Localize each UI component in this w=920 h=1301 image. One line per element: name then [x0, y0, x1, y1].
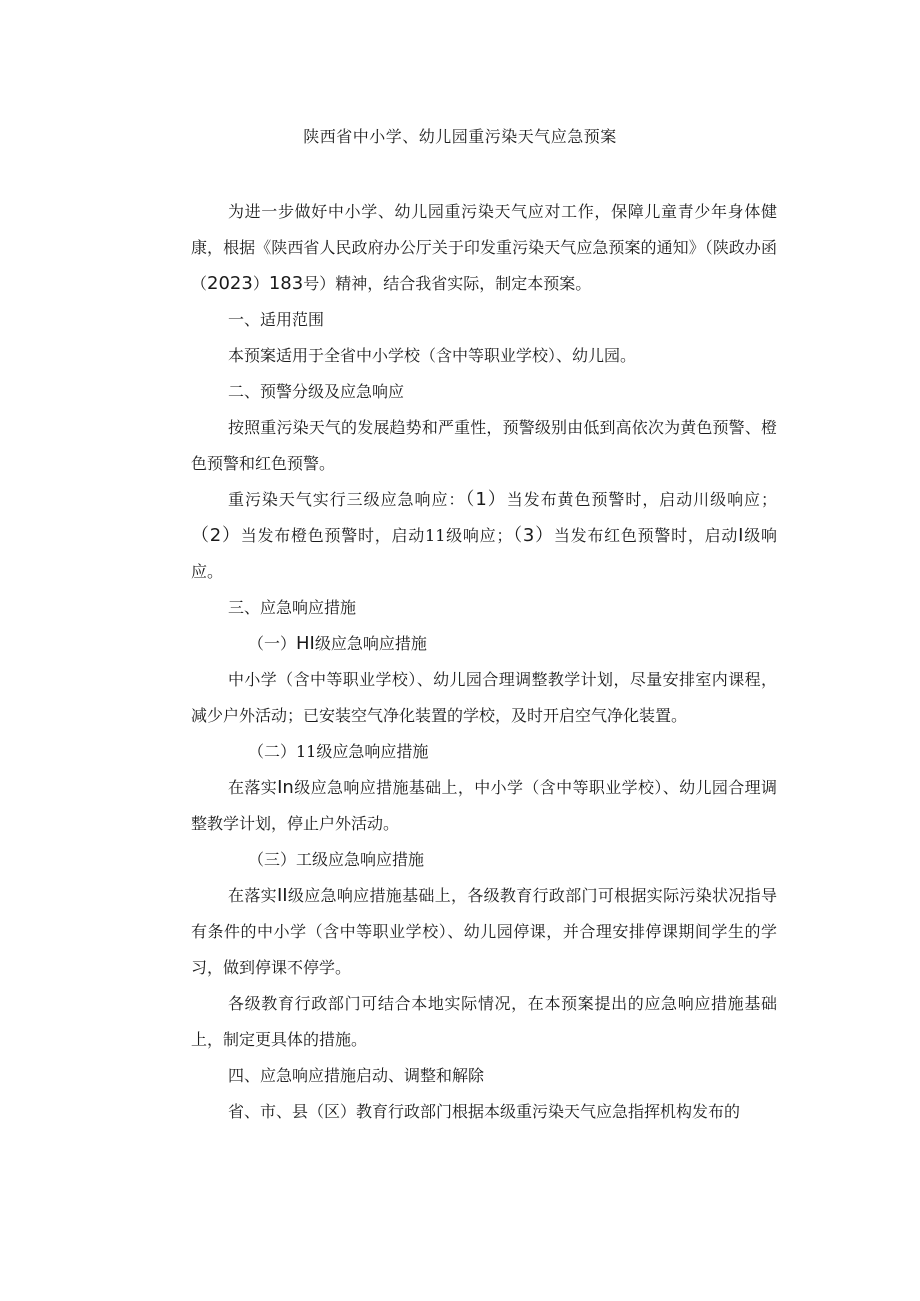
- text-run: 当发布黄色预警时，启动川级响应；: [506, 490, 777, 509]
- text-run: 级应急响应措施: [314, 634, 427, 653]
- body-paragraph: [191, 194, 777, 302]
- body-paragraph: [191, 770, 777, 842]
- text-run: 四、应急响应措施启动、调整和解除: [228, 1066, 485, 1085]
- number-text: （3）: [512, 525, 554, 546]
- subsection-heading: [191, 734, 777, 770]
- text-run: 省、市、县（区）教育行政部门根据本级重污染天气应急指挥机构发布的: [228, 1102, 741, 1121]
- text-run: （一）: [248, 634, 297, 653]
- body-paragraph: [191, 410, 777, 482]
- text-run: 在落实: [228, 778, 278, 797]
- text-run: 当发布红色预警时，启动: [553, 526, 739, 545]
- text-run: 当发布橙色预警时，启动11级响应；: [240, 526, 513, 545]
- text-run: 号）精神，结合我省实际，制定本预案。: [303, 274, 592, 293]
- number-text: 2023: [207, 273, 253, 294]
- document-title: 陕西省中小学、幼儿园重污染天气应急预案: [303, 127, 617, 146]
- body-paragraph: [191, 986, 777, 1058]
- document-body: [191, 194, 777, 1130]
- text-run: 二、预警分级及应急响应: [228, 382, 405, 401]
- text-run: （三）工级应急响应措施: [248, 850, 425, 869]
- section-heading: [191, 374, 777, 410]
- body-paragraph: [191, 482, 777, 590]
- number-text: In: [277, 777, 294, 798]
- section-heading: [191, 590, 777, 626]
- text-run: 三、应急响应措施: [228, 598, 357, 617]
- text-run: 在落实: [228, 886, 277, 905]
- text-run: 中小学（含中等职业学校）、幼儿园合理调整教学计划，尽量安排室内课程，减少户外活动；已安装空气净化装置的学校，及时开启空气净化装置。: [191, 670, 777, 725]
- body-paragraph: [191, 662, 777, 734]
- number-text: （1）: [465, 489, 507, 510]
- body-paragraph: [191, 338, 777, 374]
- text-run: 级应急响应措施基础上，中小学（含中等职业学校）、幼儿园合理调整教学计划，停止户外活动。: [191, 778, 777, 833]
- text-run: 重污染天气实行三级应急响应：: [228, 490, 466, 509]
- number-text: I: [738, 525, 744, 546]
- number-text: II: [276, 885, 288, 906]
- body-paragraph: [191, 878, 777, 986]
- text-run: 各级教育行政部门可结合本地实际情况，在本预案提出的应急响应措施基础上，制定更具体的措施。: [191, 994, 777, 1049]
- body-paragraph: [191, 1094, 777, 1130]
- number-text: 183: [268, 273, 304, 294]
- section-heading: [191, 302, 777, 338]
- number-text: （2）: [191, 525, 241, 546]
- text-run: 级响应。: [191, 526, 777, 581]
- number-text: HI: [296, 633, 315, 654]
- subsection-heading: [191, 842, 777, 878]
- text-run: 级应急响应措施基础上，各级教育行政部门可根据实际污染状况指导有条件的中小学（含中等职业学校）、幼儿园停课，并合理安排停课期间学生的学习，做到停课不停学。: [191, 886, 777, 977]
- text-run: 一、适用范围: [228, 310, 325, 329]
- text-run: 为进一步做好中小学、幼儿园重污染天气应对工作，保障儿童青少年身体健康，根据《陕西省人民政府办公厅关于印发重污染天气应急预案的通知》（陕政办函（: [191, 202, 777, 293]
- section-heading: [191, 1058, 777, 1094]
- text-run: 本预案适用于全省中小学校（含中等职业学校）、幼儿园。: [228, 346, 637, 365]
- subsection-heading: [191, 626, 777, 662]
- text-run: 按照重污染天气的发展趋势和严重性，预警级别由低到高依次为黄色预警、橙色预警和红色预警。: [191, 418, 777, 473]
- text-run: ）: [252, 274, 269, 293]
- text-run: （二）11级应急响应措施: [248, 742, 429, 761]
